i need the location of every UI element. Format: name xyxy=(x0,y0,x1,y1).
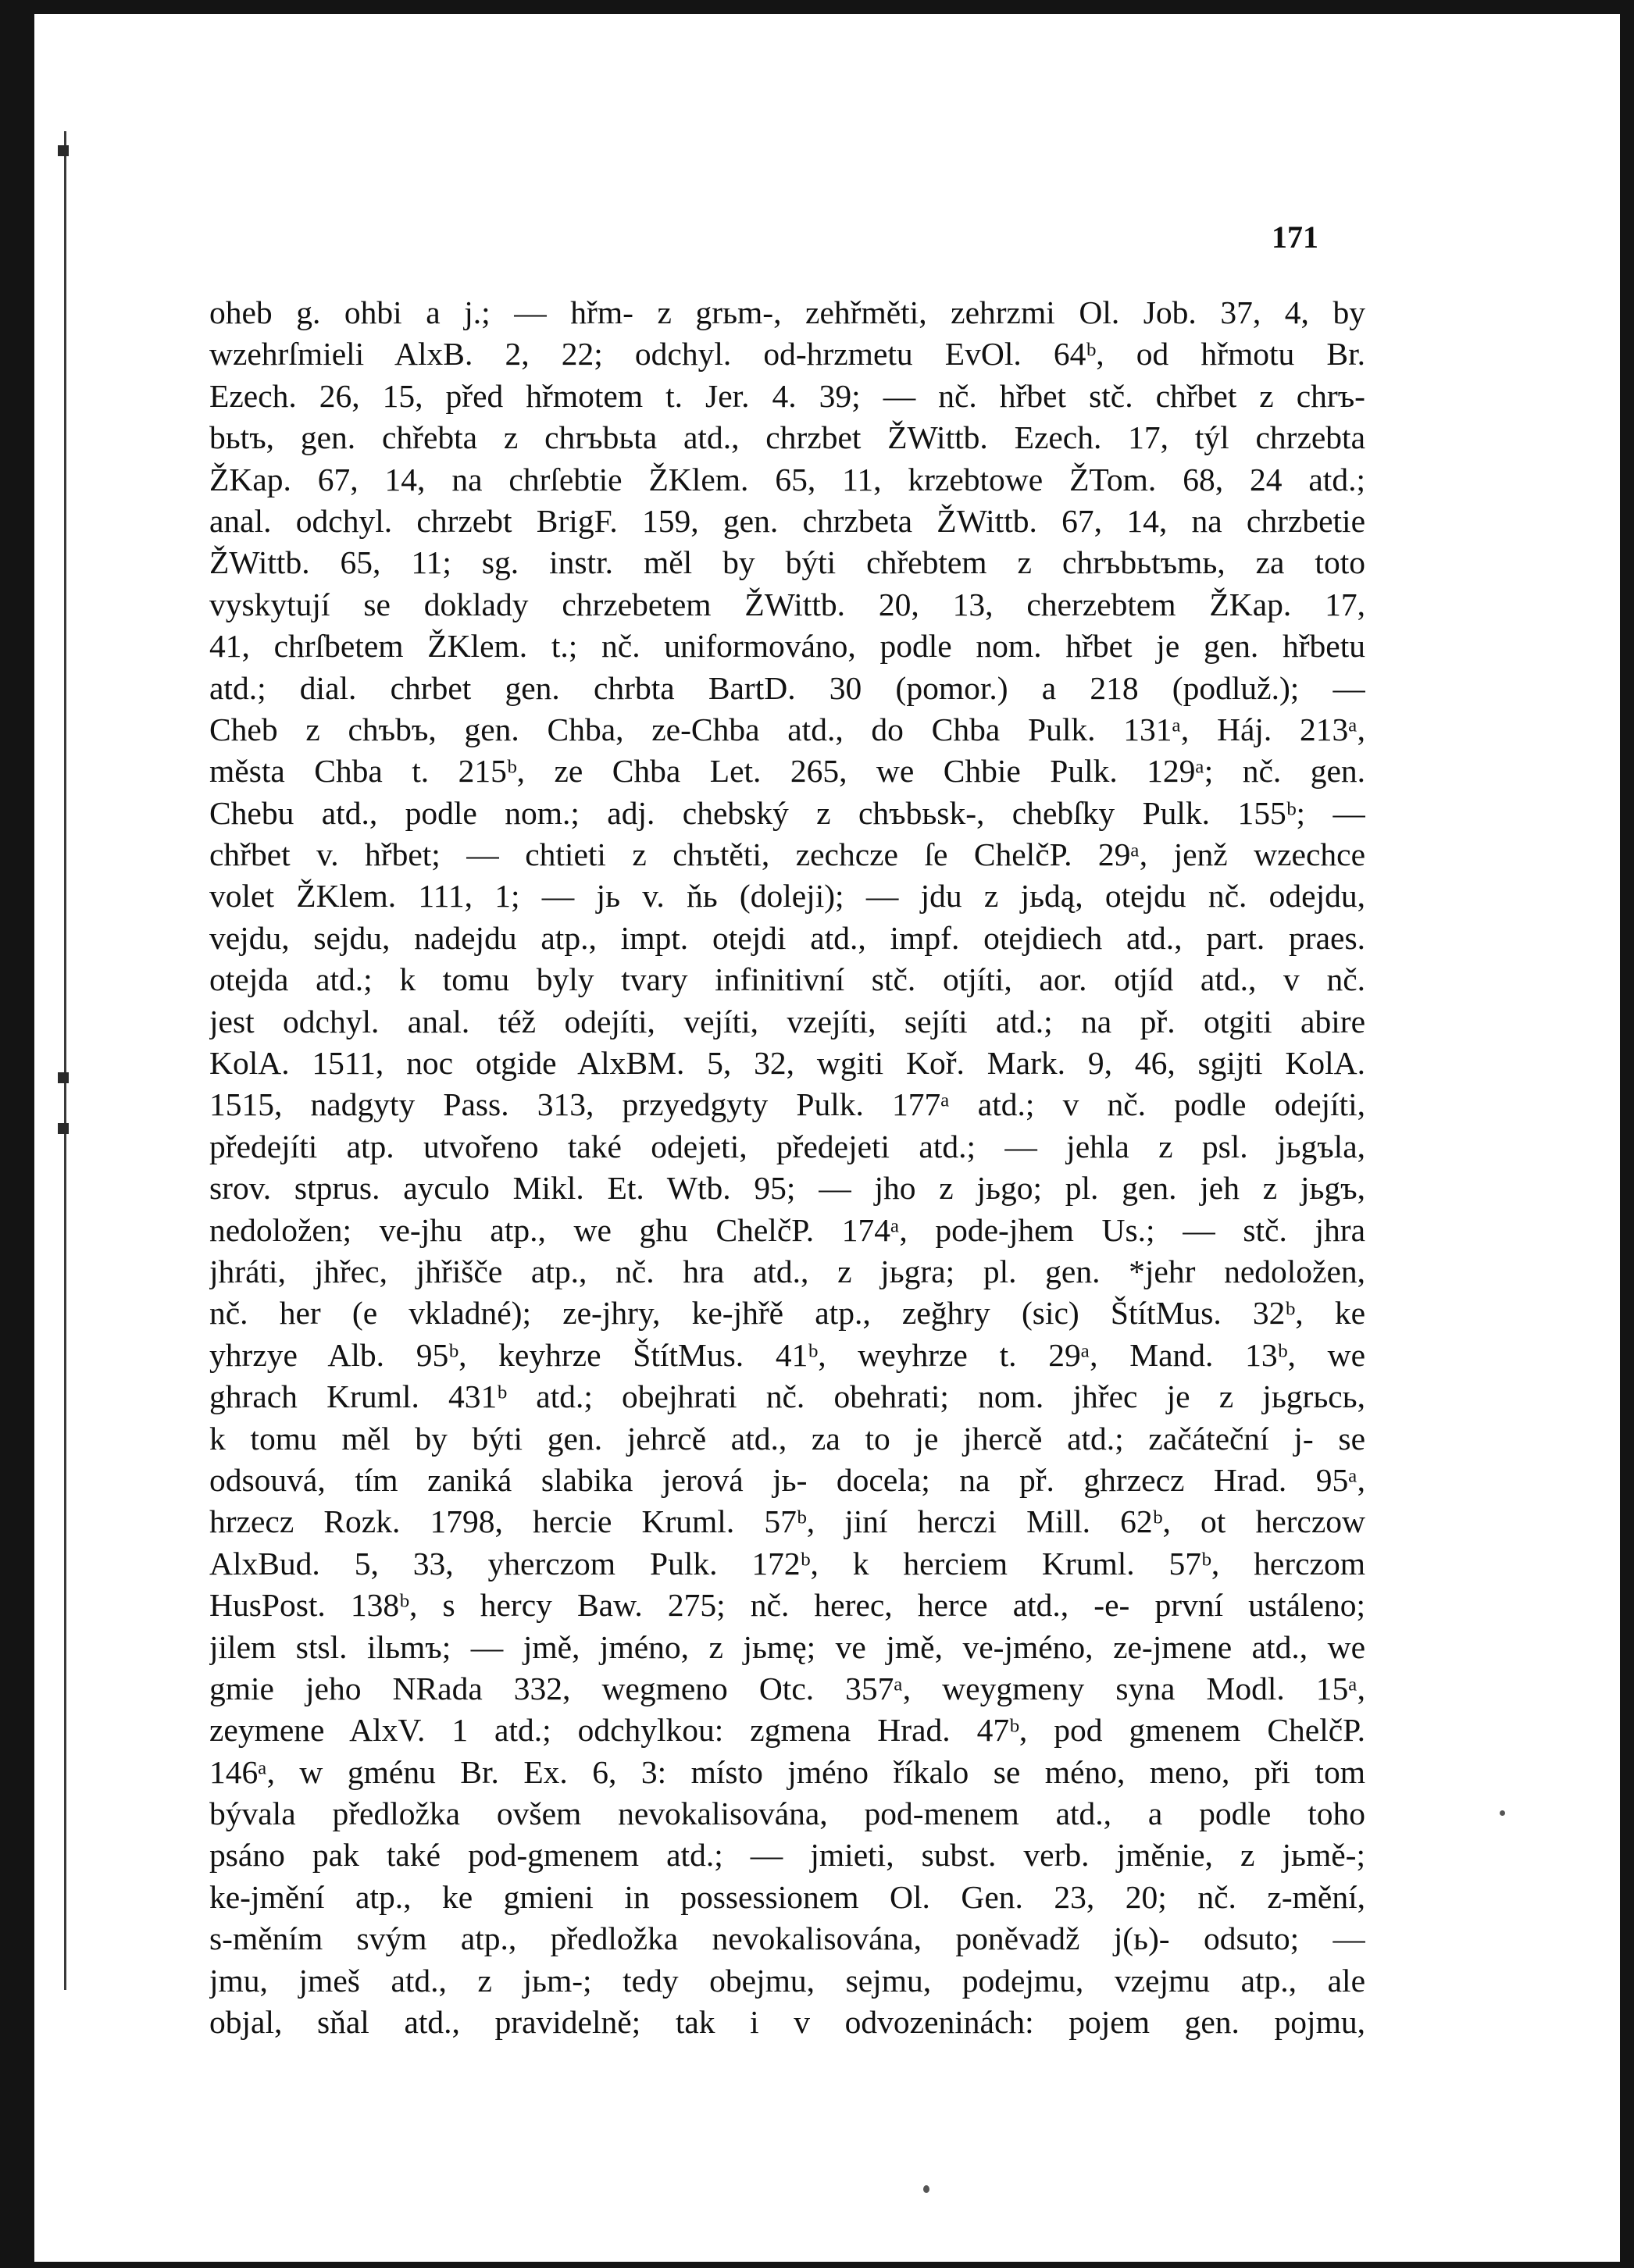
text-line: hrzecz Rozk. 1798, hercie Kruml. 57ᵇ, jiní herczi Mill. 62ᵇ, ot herczow xyxy=(209,1503,1365,1540)
text-line: 1515, nadgyty Pass. 313, przyedgyty Pulk. 177ᵃ atd.; v nč. podle odejíti, xyxy=(209,1086,1365,1123)
text-line: vejdu, sejdu, nadejdu atp., impt. otejdi atd., impf. otejdiech atd., part. praes. xyxy=(209,919,1365,956)
text-line: Ezech. 26, 15, před hřmotem t. Jer. 4. 39; — nč. hřbet stč. chřbet z chrъ- xyxy=(209,377,1365,414)
text-line: volet ŽKlem. 111, 1; — jь v. ňь (doleji); — jdu z jьdą, otejdu nč. odejdu, xyxy=(209,878,1365,915)
text-line: k tomu měl by býti gen. jehrcě atd., za to je jhercě atd.; začáteční j- se xyxy=(209,1420,1365,1457)
text-line: zeymene AlxV. 1 atd.; odchylkou: zgmena Hrad. 47ᵇ, pod gmenem ChelčP. xyxy=(209,1712,1365,1749)
text-line: vyskytují se doklady chrzebetem ŽWittb. 20, 13, cherzebtem ŽKap. 17, xyxy=(209,586,1365,622)
text-line: 41, chrſbetem ŽKlem. t.; nč. uniformováno, podle nom. hřbet je gen. hřbetu xyxy=(209,628,1365,665)
edge-mark xyxy=(58,1072,69,1083)
text-line: wzehrſmieli AlxB. 2, 22; odchyl. od-hrzmetu EvOl. 64ᵇ, od hřmotu Br. xyxy=(209,336,1365,373)
dictionary-text-block xyxy=(209,292,1365,2043)
text-line: Chebu atd., podle nom.; adj. chebský z chъbьsk-, chebſky Pulk. 155ᵇ; — xyxy=(209,794,1365,831)
text-line: předejíti atp. utvořeno také odejeti, předejeti atd.; — jehla z psl. jьgъla, xyxy=(209,1128,1365,1164)
text-line: ŽWittb. 65, 11; sg. instr. měl by býti chřebtem z chrъbьtъmь, za toto xyxy=(209,544,1365,581)
text-line: objal, sňal atd., pravidelně; tak i v odvozeninách: pojem gen. pojmu, xyxy=(209,2004,1365,2041)
text-line: jest odchyl. anal. též odejíti, vejíti, vzejíti, sejíti atd.; na př. otgiti abire xyxy=(209,1003,1365,1040)
text-line: AlxBud. 5, 33, yherczom Pulk. 172ᵇ, k herciem Kruml. 57ᵇ, herczom xyxy=(209,1545,1365,1582)
text-line: 146ᵃ, w gménu Br. Ex. 6, 3: místo jméno říkalo se méno, meno, při tom xyxy=(209,1753,1365,1790)
text-line: KolA. 1511, noc otgide AlxBM. 5, 32, wgiti Koř. Mark. 9, 46, sgijti KolA. xyxy=(209,1045,1365,1082)
text-line: nč. her (e vkladné); ze-jhry, ke-jhřě atp., zeğhry (sic) ŠtítMus. 32ᵇ, ke xyxy=(209,1295,1365,1332)
text-line: jilem stsl. ilьmъ; — jmě, jméno, z jьmę; ve jmě, ve-jméno, ze-jmene atd., we xyxy=(209,1628,1365,1665)
book-page xyxy=(34,14,1620,2262)
text-line: oheb g. ohbi a j.; — hřm- z grьm-, zehřměti, zehrzmi Ol. Job. 37, 4, by xyxy=(209,294,1365,330)
binding-edge-rule xyxy=(64,131,66,1990)
text-line: otejda atd.; k tomu byly tvary infinitivní stč. otjíti, aor. otjíd atd., v nč. xyxy=(209,961,1365,998)
text-line: ke-jmění atp., ke gmieni in possessionem Ol. Gen. 23, 20; nč. z-mění, xyxy=(209,1878,1365,1915)
text-line: bьtъ, gen. chřebta z chrъbьta atd., chrzbet ŽWittb. Ezech. 17, týl chrzebta xyxy=(209,419,1365,456)
text-line: nedoložen; ve-jhu atp., we ghu ChelčP. 174ᵃ, pode-jhem Us.; — stč. jhra xyxy=(209,1211,1365,1248)
text-line: atd.; dial. chrbet gen. chrbta BartD. 30 (pomor.) a 218 (podluž.); — xyxy=(209,669,1365,706)
text-line: chřbet v. hřbet; — chtieti z chъtěti, zechcze ſe ChelčP. 29ᵃ, jenž wzechce xyxy=(209,836,1365,873)
text-line: srov. stprus. ayculo Mikl. Et. Wtb. 95; — jho z jьgo; pl. gen. jeh z jьgъ, xyxy=(209,1170,1365,1207)
edge-mark xyxy=(58,145,69,156)
text-line: gmie jeho NRada 332, wegmeno Otc. 357ᵃ, weygmeny syna Modl. 15ᵃ, xyxy=(209,1670,1365,1706)
text-line: psáno pak také pod-gmenem atd.; — jmieti, subst. verb. jměnie, z jьmě-; xyxy=(209,1837,1365,1874)
page-number: 171 xyxy=(1272,219,1318,255)
text-line: yhrzye Alb. 95ᵇ, keyhrze ŠtítMus. 41ᵇ, weyhrze t. 29ᵃ, Mand. 13ᵇ, we xyxy=(209,1336,1365,1373)
text-line: HusPost. 138ᵇ, s hercy Baw. 275; nč. herec, herce atd., -e- první ustáleno; xyxy=(209,1587,1365,1624)
text-line: ghrach Kruml. 431ᵇ atd.; obejhrati nč. obehrati; nom. jhřec je z jьgrьcь, xyxy=(209,1378,1365,1415)
text-line: s-měním svým atp., předložka nevokalisována, poněvadž j(ь)- odsuto; — xyxy=(209,1920,1365,1957)
text-line: anal. odchyl. chrzebt BrigF. 159, gen. chrzbeta ŽWittb. 67, 14, na chrzbetie xyxy=(209,502,1365,539)
print-speck xyxy=(1500,1810,1505,1816)
text-line: bývala předložka ovšem nevokalisována, pod-menem atd., a podle toho xyxy=(209,1796,1365,1832)
text-line: Cheb z chъbъ, gen. Chba, ze-Chba atd., do Chba Pulk. 131ᵃ, Háj. 213ᵃ, xyxy=(209,711,1365,747)
text-line: jmu, jmeš atd., z jьm-; tedy obejmu, sejmu, podejmu, vzejmu atp., ale xyxy=(209,1962,1365,1999)
text-line: jhráti, jhřec, jhřišče atp., nč. hra atd., z jьgra; pl. gen. *jehr nedoložen, xyxy=(209,1253,1365,1289)
text-line: odsouvá, tím zaniká slabika jerová jь- docela; na př. ghrzecz Hrad. 95ᵃ, xyxy=(209,1461,1365,1498)
print-speck xyxy=(923,2185,929,2193)
edge-mark xyxy=(58,1123,69,1134)
text-line: města Chba t. 215ᵇ, ze Chba Let. 265, we Chbie Pulk. 129ᵃ; nč. gen. xyxy=(209,753,1365,790)
text-line: ŽKap. 67, 14, na chrſebtie ŽKlem. 65, 11, krzebtowe ŽTom. 68, 24 atd.; xyxy=(209,461,1365,497)
